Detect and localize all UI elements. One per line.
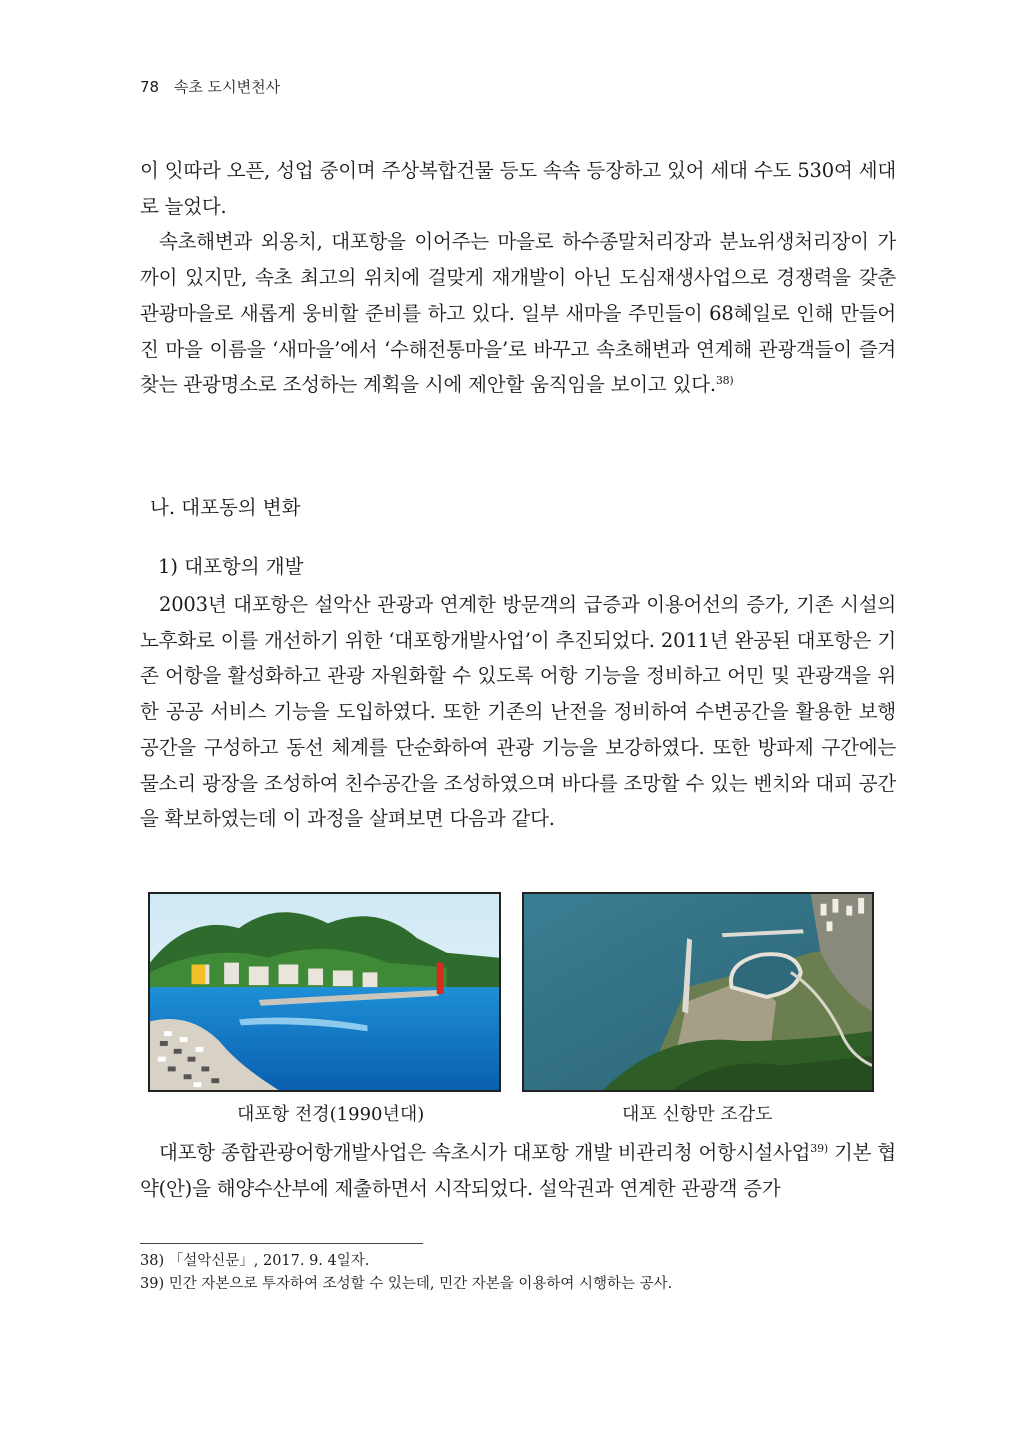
subsection-heading: 1) 대포항의 개발 (158, 555, 304, 578)
body-text-mid (140, 587, 896, 837)
footnote: 38) 「설악신문」, 2017. 9. 4일자. (140, 1253, 370, 1269)
body-text-bottom (140, 1135, 896, 1206)
page-number: 78 (140, 78, 160, 96)
footnote-ref: 38) (715, 374, 734, 388)
daepo-harbor-photo (148, 892, 501, 1092)
paragraph: 대포항 종합관광어항개발사업은 속초시가 대포항 개발 비관리청 어항시설사업$^{39)}$ 기본 협약(안)을 해양수산부에 제출하면서 시작되었다. 설악권과 연계한 관광객 증가 (140, 1141, 896, 1200)
footnote-divider (140, 1243, 423, 1244)
running-header (140, 76, 280, 97)
body-text-top (140, 153, 896, 403)
paragraph: 2003년 대포항은 설악산 관광과 연계한 방문객의 급증과 이용어선의 증가, 기존 시설의 노후화로 이를 개선하기 위한 ‘대포항개발사업’이 추진되었다. 2011년 완공된 대포항은 기존 어항을 활성화하고 관광 자원화할 수 있도록 어항 기능을 정비하고 어민 및 관광객을 위한 공공 서비스 기능을 도입하였다. 또한 기존의 난전을 정비하여 수변공간을 활용한 보행 공간을 구성하고 동선 체계를 단순화하여 관광 기능을 보강하였다. 또한 방파제 구간에는 물소리 광장을 조성하여 친수공간을 조성하였으며 바다를 조망할 수 있는 벤치와 대피 공간을 확보하였는데 이 과정을 살펴보면 다음과 같다. (140, 593, 896, 831)
book-title: 속초 도시변천사 (173, 78, 281, 96)
footnotes (140, 1250, 672, 1296)
footnote: 39) 민간 자본으로 투자하여 조성할 수 있는데, 민간 자본을 이용하여 시행하는 공사. (140, 1276, 673, 1292)
figure-caption: 대포 신항만 조감도 (622, 1104, 773, 1125)
figure-caption: 대포항 전경(1990년대) (237, 1104, 425, 1125)
footnote-ref: 39) (810, 1142, 828, 1155)
daepo-new-port-aerial-photo (522, 892, 874, 1092)
section-heading: 나. 대포동의 변화 (150, 496, 301, 519)
paragraph: 속초해변과 외옹치, 대포항을 이어주는 마을로 하수종말처리장과 분뇨위생처리장이 가까이 있지만, 속초 최고의 위치에 걸맞게 재개발이 아닌 도심재생사업으로 경쟁력을 갖춘 관광마을로 새롭게 웅비할 준비를 하고 있다. 일부 새마을 주민들이 68혜일로 인해 만들어진 마을 이름을 ‘새마을’에서 ‘수해전통마을’로 바꾸고 속초해변과 연계해 관광객들이 즐겨 찾는 관광명소로 조성하는 계획을 시에 제안할 움직임을 보이고 있다.$^{38)}$ (140, 230, 896, 397)
paragraph: 이 잇따라 오픈, 성업 중이며 주상복합건물 등도 속속 등장하고 있어 세대 수도 530여 세대로 늘었다. (140, 159, 896, 218)
